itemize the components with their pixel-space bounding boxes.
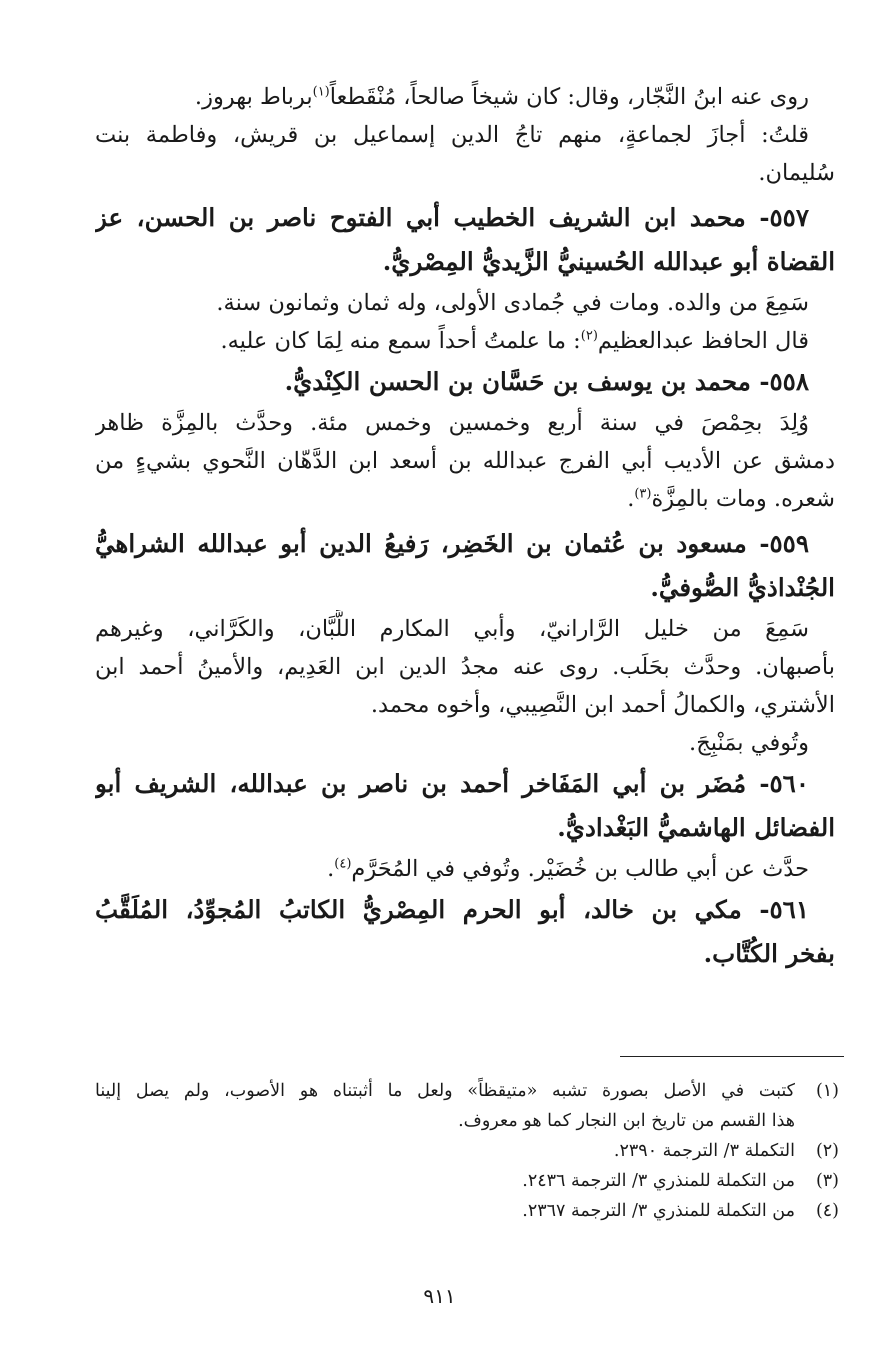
footnote-number: (٢) — [815, 1141, 839, 1161]
entry-heading-557-cont: القضاة أبو عبدالله الحُسينيُّ الزَّيديُّ المِصْريُّ. — [382, 247, 835, 276]
entry-heading-560: ٥٦٠- مُضَر بن أبي المَفَاخر أحمد بن ناصر بن عبدالله، الشريف أبو — [95, 769, 809, 798]
footnote-text: التكملة ٣/ الترجمة ٢٣٩٠. — [613, 1141, 795, 1161]
text-line: شعره. ومات بالمِزَّة$^{(٣)}$. — [627, 486, 835, 512]
footnote-text: من التكملة للمنذري ٣/ الترجمة ٢٣٦٧. — [522, 1201, 795, 1221]
text-line: سَمِعَ من خليل الرَّارانيّ، وأبي المكارم اللَّبَّان، والكَرَّاني، وغيرهم — [95, 616, 809, 642]
entry-heading-560-cont: الفضائل الهاشميُّ البَغْداديُّ. — [557, 813, 835, 842]
footnote-text: من التكملة للمنذري ٣/ الترجمة ٢٤٣٦. — [522, 1171, 795, 1191]
footnote-number: (٣) — [815, 1171, 839, 1191]
entry-heading-557: ٥٥٧- محمد ابن الشريف الخطيب أبي الفتوح ناصر بن الحسن، عز — [95, 203, 809, 232]
footnote-3 — [95, 1166, 839, 1196]
footnotes — [95, 1076, 839, 1226]
text-line: سَمِعَ من والده. ومات في جُمادى الأولى، وله ثمان وثمانون سنة. — [216, 290, 809, 316]
entry-heading-561: ٥٦١- مكي بن خالد، أبو الحرم المِصْريُّ الكاتبُ المُجوِّدُ، المُلَقَّبُ — [95, 895, 809, 924]
footnote-2 — [95, 1136, 839, 1166]
footnote-ref[interactable]: (٣) — [634, 486, 652, 502]
text-line: دمشق عن الأديب أبي الفرج عبدالله بن أسعد ابن الدَّهّان النَّحوي بشيءٍ من — [95, 448, 835, 474]
entry-heading-558: ٥٥٨- محمد بن يوسف بن حَسَّان بن الحسن الكِنْديُّ. — [284, 367, 809, 396]
text-line: وُلِدَ بحِمْصَ في سنة أربع وخمسين وخمس مئة. وحدَّث بالمِزَّة ظاهر — [95, 410, 809, 436]
footnote-ref[interactable]: (٢) — [580, 328, 598, 344]
footnote-ref[interactable]: (٤) — [334, 856, 352, 872]
text-line: الأشتري، والكمالُ أحمد ابن النَّصِيبي، وأخوه محمد. — [370, 692, 835, 718]
footnote-ref[interactable]: (١) — [312, 84, 330, 100]
footnote-text: كتبت في الأصل بصورة تشبه «متيقظاً» ولعل ما أثبتناه هو الأصوب، ولم يصل إلينا — [95, 1081, 795, 1101]
text-line: بأصبهان. وحدَّث بحَلَب. روى عنه مجدُ الدين ابن العَدِيم، والأمينُ أحمد ابن — [95, 654, 835, 680]
footnote-1 — [95, 1076, 839, 1106]
footnote-separator — [620, 1056, 844, 1057]
text-line: قلتُ: أجازَ لجماعةٍ، منهم تاجُ الدين إسماعيل بن قريش، وفاطمة بنت — [95, 122, 809, 148]
entry-heading-561-cont: بفخر الكُتَّاب. — [703, 939, 835, 968]
footnote-number: (١) — [815, 1081, 839, 1101]
entry-heading-559-cont: الجُنْداذيُّ الصُّوفيُّ. — [650, 573, 835, 602]
footnote-text-cont: هذا القسم من تاريخ ابن النجار كما هو معروف. — [458, 1111, 795, 1131]
text-line: حدَّث عن أبي طالب بن خُضَيْر. وتُوفي في المُحَرَّم$^{(٤)}$. — [327, 856, 809, 882]
footnote-4 — [95, 1196, 839, 1226]
entry-heading-559: ٥٥٩- مسعود بن عُثمان بن الخَضِر، رَفيعُ الدين أبو عبدالله الشراهيُّ — [95, 529, 809, 558]
footnote-number: (٤) — [815, 1201, 839, 1221]
text-line: وتُوفي بمَنْبِجَ. — [689, 730, 809, 756]
text-line: روى عنه ابنُ النَّجّار، وقال: كان شيخاً صالحاً، مُنْقَطعاً$^{(١)}$برباط بهروز. — [194, 84, 809, 110]
text-line: قال الحافظ عبدالعظيم$^{(٢)}$: ما علمتُ أحداً سمع منه لِمَا كان عليه. — [220, 328, 809, 354]
page-number: ٩١١ — [423, 1284, 456, 1308]
text-line: سُليمان. — [758, 160, 835, 186]
